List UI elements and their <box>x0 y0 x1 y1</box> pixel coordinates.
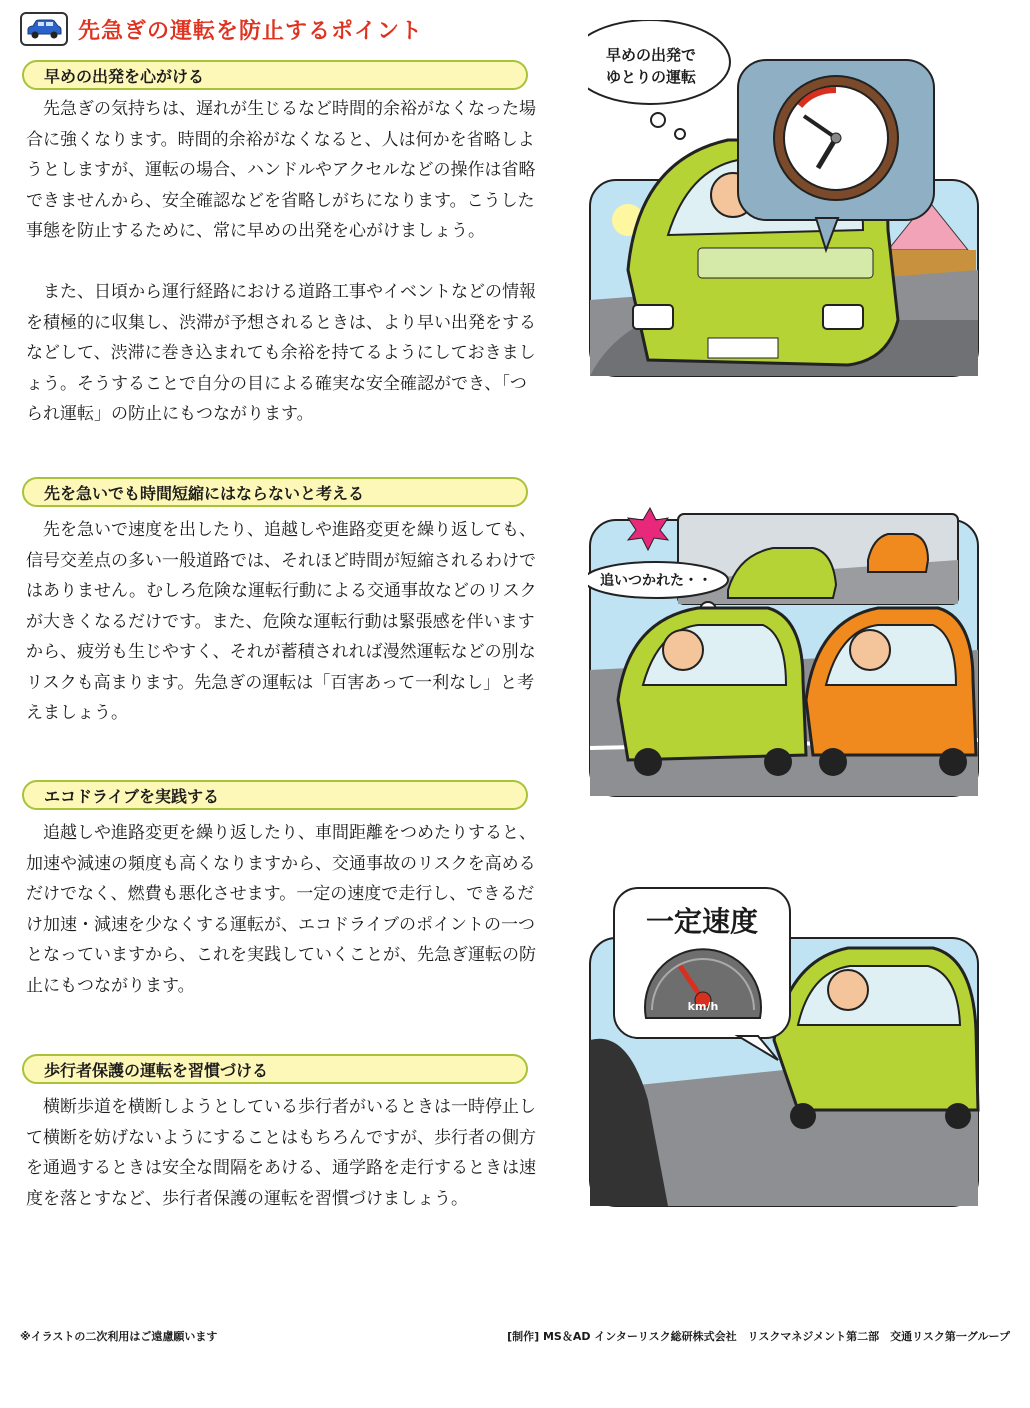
title-bar <box>20 12 423 46</box>
paragraph: 横断歩道を横断しようとしている歩行者がいるときは一時停止して横断を妨げないようにすることはもちろんですが、歩行者の側方を通過するときは安全な間隔をあける、通学路を走行するときは速度を落とすなど、歩行者保護の運転を習慣づけましょう。 <box>26 1097 536 1209</box>
paragraph: また、日頃から運行経路における道路工事やイベントなどの情報を積極的に収集し、渋滞が予想されるときは、より早い出発をするなどして、渋滞に巻き込まれても余裕を持てるようにしておきましょう。そうすることで自分の目による確実な安全確認ができ、「つられ運転」の防止にもつながります。 <box>26 282 536 424</box>
section-heading-no-time-saving: 先を急いでも時間短縮にはならないと考える <box>22 477 528 507</box>
car-icon <box>20 12 68 46</box>
footer-credit: [制作] MS＆AD インターリスク総研株式会社 リスクマネジメント第二部 交通リスク第一グループ <box>507 1330 1010 1343</box>
footer-note: ※イラストの二次利用はご遠慮願います <box>20 1330 218 1343</box>
illustration-early-departure <box>588 20 980 380</box>
page-title: 先急ぎの運転を防止するポイント <box>78 18 424 44</box>
bubble-text: 追いつかれた・・ <box>600 573 712 589</box>
illustration-caught-up <box>588 500 980 800</box>
bubble-text: 一定速度 <box>645 905 758 938</box>
speedometer-unit: km/h <box>687 1000 719 1013</box>
illustration-constant-speed <box>588 880 980 1210</box>
paragraph: 先を急いで速度を出したり、追越しや進路変更を繰り返しても、信号交差点の多い一般道路では、それほど時間が短縮されるわけではありません。むしろ危険な運転行動による交通事故などのリスクが大きくなるだけです。また、危険な運転行動は緊張感を伴いますから、疲労も生じやすく、それが蓄積されれば漫然運転などの別なリスクも高まります。先急ぎの運転は「百害あって一利なし」と考えましょう。 <box>26 520 537 723</box>
bubble-text-line1: 早めの出発で <box>605 46 696 64</box>
paragraph: 先急ぎの気持ちは、遅れが生じるなど時間的余裕がなくなった場合に強くなります。時間的余裕がなくなると、人は何かを省略しようとしますが、運転の場合、ハンドルやアクセルなどの操作は省略できませんから、安全確認などを省略しがちになります。こうした事態を防止するために、常に早めの出発を心がけましょう。 <box>26 99 536 241</box>
section-heading-pedestrian-protection: 歩行者保護の運転を習慣づける <box>22 1054 528 1084</box>
paragraph: 追越しや進路変更を繰り返したり、車間距離をつめたりすると、加速や減速の頻度も高くなりますから、交通事故のリスクを高めるだけでなく、燃費も悪化させます。一定の速度で走行し、できるだけ加速・減速を少なくする運転が、エコドライブのポイントの一つとなっていますから、これを実践していくことが、先急ぎ運転の防止にもつながります。 <box>26 823 536 996</box>
section-heading-eco-drive: エコドライブを実践する <box>22 780 528 810</box>
section-heading-early-departure: 早めの出発を心がける <box>22 60 528 90</box>
bubble-text-line2: ゆとりの運転 <box>605 68 696 86</box>
